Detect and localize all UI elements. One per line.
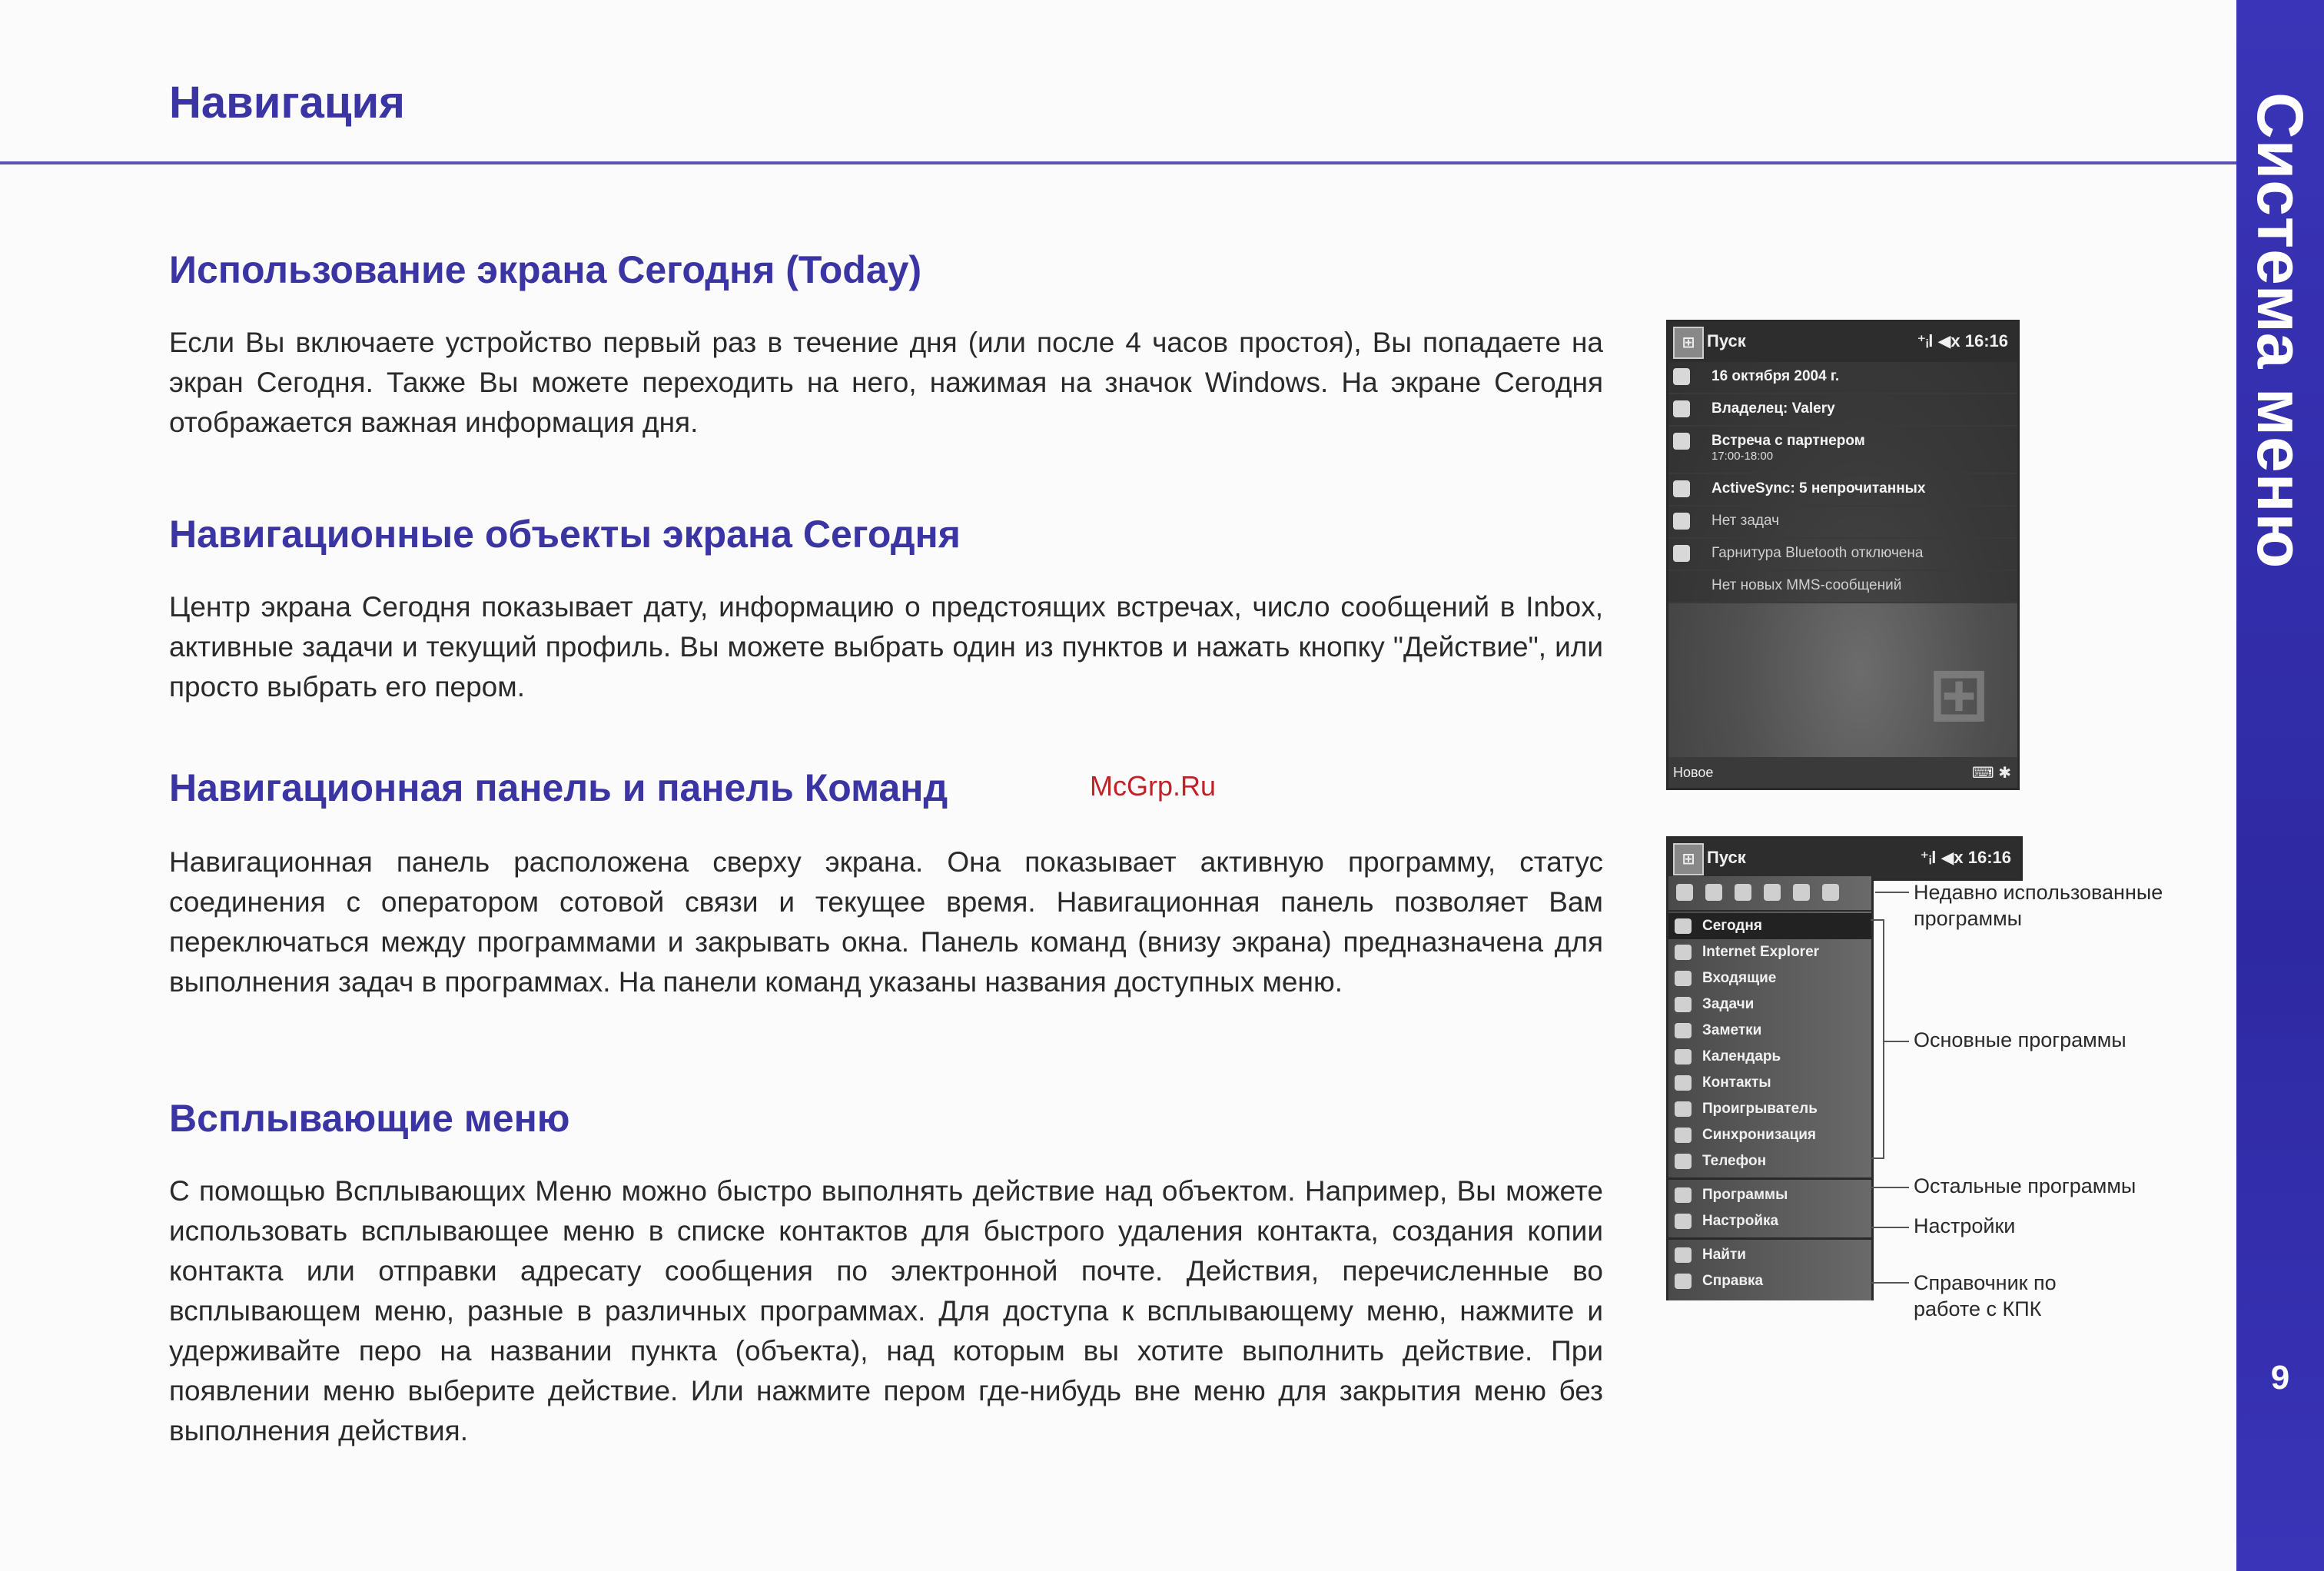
callout-line [1883,1041,1909,1042]
recent-programs-bar [1668,876,1871,912]
settings-icon [1675,1214,1692,1229]
inbox-icon [1675,971,1692,986]
menu-item-sync: Синхронизация [1668,1122,1871,1148]
section-heading: Навигационная панель и панель Команд [169,766,948,809]
callout-line [1871,1227,1909,1228]
today-screen-screenshot [1666,320,2020,790]
menu-item-phone: Телефон [1668,1148,1871,1174]
callout-line [1875,892,1909,893]
today-row-bluetooth: Гарнитура Bluetooth отключена [1668,539,2017,571]
today-row-tasks: Нет задач [1668,507,2017,539]
menu-item-help: Справка [1668,1268,1871,1294]
menu-item-programs: Программы [1668,1182,1871,1208]
today-icon [1675,918,1692,934]
page-title: Навигация [169,78,406,128]
windows-flag-icon: ⊞ [1673,843,1704,875]
today-row-date: 16 октября 2004 г. [1668,362,2017,394]
menu-item-contacts: Контакты [1668,1070,1871,1096]
callout-settings: Настройки [1914,1214,2016,1237]
programs-icon [1675,1187,1692,1203]
calendar-icon [1673,433,1690,450]
recent-program-icon [1764,884,1781,901]
media-player-icon [1675,1101,1692,1117]
contacts-icon [1675,1075,1692,1091]
menu-separator [1668,1237,1871,1240]
section-text: Центр экрана Сегодня показывает дату, информацию о предстоящих встречах, число сообщений в Inbox, активные задачи и текущий профиль. Вы можете выбрать один из пунктов и нажать кнопку "Действие", или просто выбрать его пером. [169,591,1603,702]
navigation-bar [1668,322,2017,362]
menu-item-find: Найти [1668,1242,1871,1268]
find-icon [1675,1247,1692,1263]
section-heading: Использование экрана Сегодня (Today) [169,248,922,291]
menu-item-notes: Заметки [1668,1018,1871,1044]
callout-help: Справочник по работе с КПК [1914,1271,2057,1320]
header-rule [0,161,2236,164]
menu-separator [1668,1177,1871,1180]
navigation-bar [1666,836,2023,881]
input-panel-icon: ⌨ ✱ [1971,765,2011,782]
owner-icon [1673,400,1690,417]
recent-program-icon [1793,884,1810,901]
phone-icon [1675,1154,1692,1169]
callout-recent: Недавно использованные программы [1914,881,2163,930]
start-label: Пуск [1707,331,1746,350]
section-text: Если Вы включаете устройство первый раз в течение дня (или после 4 часов простоя), Вы попадаете на экран Сегодня. Также Вы можете переходить на него, нажимая на значок Windows. На экране Сегодня отображается важная информация дня. [169,327,1603,438]
status-indicators: ⁺ᵢl ◀x 16:16 [1920,848,2011,867]
status-indicators: ⁺ᵢl ◀x 16:16 [1917,331,2008,350]
recent-program-icon [1676,884,1693,901]
menu-item-inbox: Входящие [1668,965,1871,991]
recent-program-icon [1822,884,1839,901]
sidebar-title: Система меню [2244,92,2316,570]
section-text: Навигационная панель расположена сверху экрана. Она показывает активную программу, статус соединения с оператором сотовой связи и текущее время. Навигационная панель позволяет Вам переключаться между программами и закрывать окна. Панель команд (внизу экрана) предназначена для выполнения задач в программах. На панели команд указаны названия доступных меню. [169,846,1603,998]
menu-item-calendar: Календарь [1668,1044,1871,1070]
callout-line [1871,1282,1909,1284]
sync-icon [1675,1128,1692,1143]
start-label: Пуск [1707,848,1746,867]
new-menu-label: Новое [1673,765,1714,780]
recent-program-icon [1735,884,1751,901]
windows-flag-icon: ⊞ [1673,327,1704,359]
help-icon [1675,1274,1692,1289]
menu-item-ie: Internet Explorer [1668,939,1871,965]
today-row-owner: Владелец: Valery [1668,394,2017,427]
headset-icon [1673,545,1690,562]
menu-item-settings: Настройка [1668,1208,1871,1234]
today-row-mms: Нет новых MMS-сообщений [1668,571,2017,603]
menu-item-tasks: Задачи [1668,991,1871,1018]
section-heading: Всплывающие меню [169,1097,570,1140]
callout-main: Основные программы [1914,1028,2126,1051]
callout-other: Остальные программы [1914,1174,2136,1197]
tasks-icon [1675,997,1692,1012]
tasks-icon [1673,513,1690,530]
menu-item-today: Сегодня [1668,913,1871,939]
today-row-inbox: ActiveSync: 5 непрочитанных [1668,474,2017,507]
recent-program-icon [1705,884,1722,901]
windows-logo-icon: ⊞ [1927,653,1990,736]
start-menu [1666,876,1874,1300]
notes-icon [1675,1023,1692,1038]
today-row-appointment: Встреча с партнером 17:00-18:00 [1668,427,2017,474]
section-heading: Навигационные объекты экрана Сегодня [169,513,961,556]
page-number: 9 [2270,1359,2290,1397]
clock-icon [1673,368,1690,385]
calendar-icon [1675,1049,1692,1064]
internet-explorer-icon [1675,945,1692,960]
inbox-icon [1673,480,1690,497]
callout-bracket [1871,919,1884,1159]
watermark: McGrp.Ru [1090,770,1217,802]
menu-item-player: Проигрыватель [1668,1096,1871,1122]
section-text: С помощью Всплывающих Меню можно быстро выполнять действие над объектом. Например, Вы можете использовать всплывающее меню в списке контактов для быстрого удаления контакта, создания копии контакта или отправки адресату сообщения по электронной почте. Действия, перечисленные во всплывающем меню, разные в различных программах. Для доступа к всплывающему меню, нажмите и удерживайте перо на названии пункта (объекта), над которым вы хотите выполнить действие. При появлении меню выберите действие. Или нажмите пером где-нибудь вне меню для закрытия меню без выполнения действия. [169,1175,1603,1446]
command-bar [1668,757,2017,788]
callout-line [1871,1187,1909,1188]
